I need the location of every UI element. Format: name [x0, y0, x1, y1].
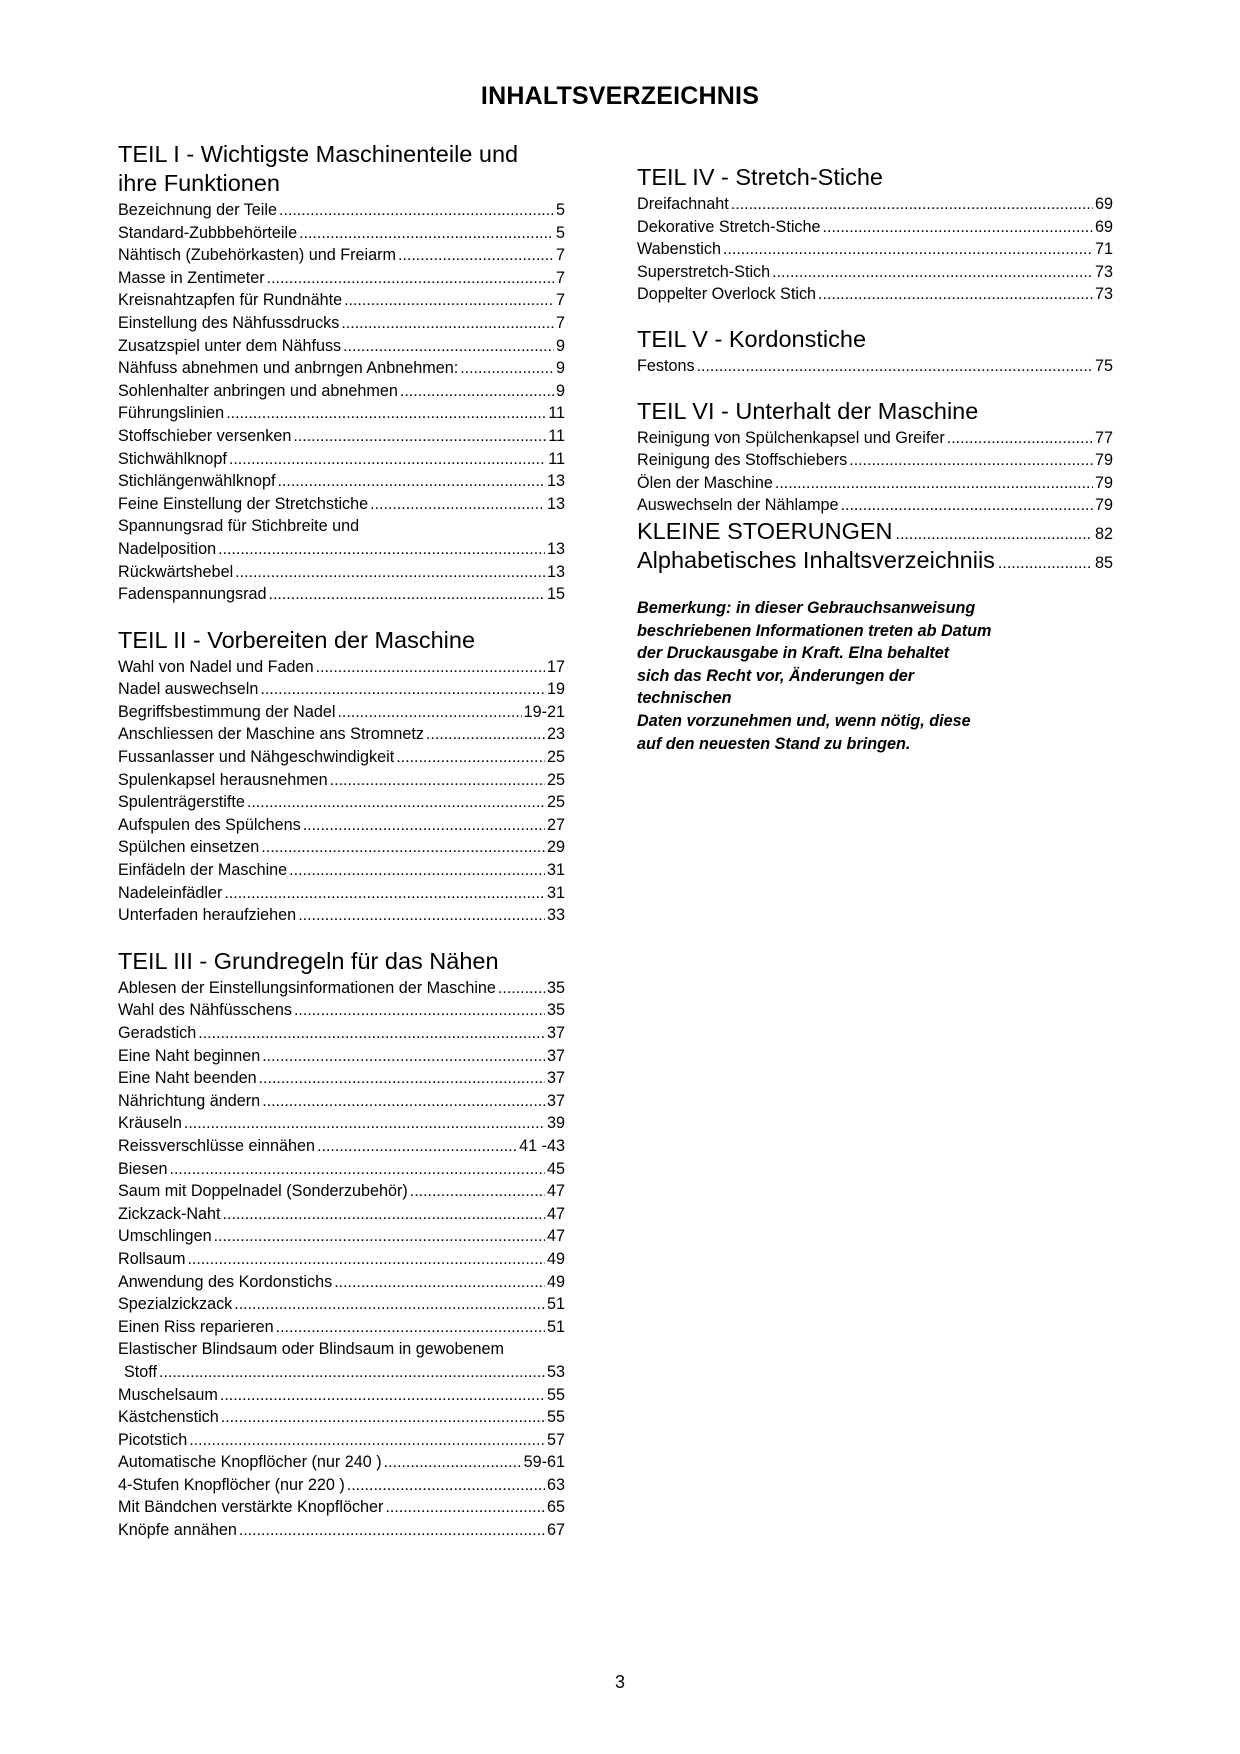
dot-leader [723, 239, 1093, 262]
dot-leader [198, 1023, 545, 1046]
toc-entry [118, 656, 565, 679]
toc-entry [118, 1474, 565, 1497]
section-heading-teil-2: TEIL II - Vorbereiten der Maschine [118, 626, 476, 653]
toc-entry-page: 47 [546, 1227, 565, 1246]
dot-leader [298, 905, 545, 928]
toc-right-column [637, 163, 1113, 755]
toc-entry [637, 193, 1113, 216]
toc-entry [118, 701, 565, 724]
entry-list [637, 427, 1113, 517]
toc-entry-title: Wahl des Nähfüsschens [118, 1001, 292, 1020]
toc-entry-page: 35 [546, 978, 565, 997]
toc-entry-page: 35 [546, 1001, 565, 1020]
dot-leader [396, 747, 545, 770]
toc-entry [637, 216, 1113, 239]
toc-entry [118, 1496, 565, 1519]
toc-entry-page: 17 [546, 657, 565, 676]
toc-entry-page: 25 [546, 793, 565, 812]
toc-entry [118, 1429, 565, 1452]
dot-leader [731, 194, 1093, 217]
section-heading-line: ihre Funktionen [118, 170, 280, 196]
toc-entry-page: 53 [546, 1362, 565, 1381]
toc-entry [637, 449, 1113, 472]
remark-line: Bemerkung: in dieser Gebrauchsanweisung [637, 598, 976, 617]
toc-entry [118, 425, 565, 448]
toc-entry-page: 55 [546, 1408, 565, 1427]
dot-leader [279, 200, 554, 223]
toc-entry [118, 904, 565, 927]
toc-entry-title: Spezialzickzack [118, 1295, 233, 1314]
section-teil-4 [637, 163, 1113, 306]
section-teil-3 [118, 947, 565, 1542]
entry-list [118, 1384, 565, 1542]
toc-entry-page: 13 [546, 562, 565, 581]
toc-entry [118, 1067, 565, 1090]
toc-entry [118, 222, 565, 245]
toc-entry-title: Rückwärtshebel [118, 562, 234, 581]
toc-entry [118, 1451, 565, 1474]
toc-entry-title: Geradstich [118, 1024, 197, 1042]
toc-entry-title: Doppelter Overlock Stich [637, 285, 817, 304]
toc-entry-page: 11 [548, 426, 565, 445]
toc-entry [637, 494, 1113, 517]
dot-leader [267, 268, 554, 291]
toc-entry-title: 4-Stufen Knopflöcher (nur 220 ) [118, 1475, 345, 1494]
section-heading-teil-1 [118, 140, 565, 198]
dot-leader [299, 223, 554, 246]
dot-leader [841, 495, 1093, 518]
toc-entry-page: 85 [1094, 553, 1113, 572]
dot-leader [187, 1249, 545, 1272]
dot-leader [460, 358, 554, 381]
toc-entry-title: Ölen der Maschine [637, 473, 773, 492]
entry-list [118, 561, 565, 606]
section-heading-teil-4: TEIL IV - Stretch-Stiche [637, 164, 883, 190]
toc-entry [118, 1316, 565, 1339]
toc-entry-page: 5 [555, 223, 565, 242]
toc-entry-title: Einstellung des Nähfussdrucks [118, 313, 340, 332]
toc-entry-title: Zickzack-Naht [118, 1204, 221, 1223]
dot-leader [343, 336, 554, 359]
dot-leader [426, 724, 545, 747]
toc-entry-page: 7 [555, 268, 565, 287]
toc-left-column [118, 140, 565, 1542]
toc-entry-title: Zusatzspiel unter dem Nähfuss [118, 336, 342, 355]
entry-list [637, 355, 1113, 378]
toc-entry-title: Spannungsrad für Stichbreite und [118, 517, 360, 536]
entry-list [637, 193, 1113, 306]
toc-entry [118, 999, 565, 1022]
toc-entry-title: Reinigung von Spülchenkapsel und Greifer [637, 428, 945, 447]
dot-leader [234, 1294, 545, 1317]
toc-entry-title: Alphabetisches Inhaltsverzeichniis [637, 546, 995, 573]
dot-leader [775, 473, 1093, 496]
toc-entry [118, 583, 565, 606]
toc-entry-title: Einfädeln der Maschine [118, 861, 288, 880]
dot-leader [262, 1091, 545, 1114]
dot-leader [226, 403, 546, 426]
toc-entry-title: Nadel auswechseln [118, 680, 259, 699]
toc-entry-title: Nähfuss abnehmen und anbrngen Anbnehmen: [118, 359, 459, 378]
toc-entry-page: 55 [546, 1385, 565, 1404]
toc-entry-page: 25 [546, 770, 565, 789]
dot-leader [247, 792, 545, 815]
dot-leader [218, 539, 545, 562]
toc-entry-page: 31 [546, 883, 565, 902]
dot-leader [337, 702, 521, 725]
dot-leader [276, 1317, 545, 1340]
toc-entry [118, 1248, 565, 1271]
dot-leader [316, 657, 545, 680]
toc-entry [118, 678, 565, 701]
dot-leader [170, 1159, 545, 1182]
dot-leader [347, 1475, 545, 1498]
toc-entry-page: 71 [1094, 240, 1113, 259]
dot-leader [235, 562, 545, 585]
toc-entry-page: 37 [546, 1091, 565, 1110]
toc-entry [118, 1338, 565, 1383]
remark-line: der Druckausgabe in Kraft. Elna behaltet [637, 644, 950, 663]
dot-leader [259, 1068, 545, 1091]
toc-entry-title: Nährichtung ändern [118, 1091, 261, 1110]
toc-entry-page: 9 [555, 381, 565, 400]
toc-entry-title: Spulenkapsel herausnehmen [118, 770, 328, 789]
toc-entry-title: Anwendung des Kordonstichs [118, 1272, 333, 1291]
dot-leader [294, 1000, 545, 1023]
toc-entry [118, 1406, 565, 1429]
dot-leader [398, 245, 554, 268]
toc-entry-page: 33 [546, 906, 565, 925]
toc-entry [637, 472, 1113, 495]
toc-entry-title: Einen Riss reparieren [118, 1317, 274, 1336]
toc-entry [118, 769, 565, 792]
toc-entry-title: Führungslinien [118, 404, 225, 423]
toc-entry-alphabetisches-verzeichnis [637, 546, 1113, 575]
toc-entry [118, 1158, 565, 1181]
dot-leader [289, 860, 545, 883]
toc-entry [118, 882, 565, 905]
dot-leader [384, 1452, 522, 1475]
toc-entry-title: Muschelsaum [118, 1385, 218, 1404]
toc-entry-kleine-stoerungen [637, 517, 1113, 546]
toc-entry [118, 493, 565, 516]
toc-entry-title: Festons [637, 356, 695, 375]
toc-entry-page: 79 [1094, 451, 1113, 470]
section-teil-6 [637, 397, 1113, 517]
toc-entry-page: 49 [546, 1272, 565, 1291]
toc-entry [118, 1112, 565, 1135]
toc-entry-title: Eine Naht beenden [118, 1069, 257, 1088]
toc-entry [118, 1090, 565, 1113]
toc-entry-title: Dekorative Stretch-Stiche [637, 217, 821, 236]
toc-entry [118, 977, 565, 1000]
toc-entry-title: Fadenspannungsrad [118, 585, 267, 604]
toc-entry-page: 73 [1094, 285, 1113, 304]
toc-entry [118, 357, 565, 380]
entry-list [118, 656, 565, 927]
page-number: 3 [614, 1672, 625, 1692]
dot-leader [385, 1497, 545, 1520]
dot-leader [998, 549, 1092, 578]
toc-entry-title: Aufspulen des Spülchens [118, 815, 301, 834]
dot-leader [184, 1113, 545, 1136]
remark-line: auf den neuesten Stand zu bringen. [637, 734, 911, 753]
toc-entry-page: 19-21 [523, 702, 565, 721]
toc-entry-title: Superstretch-Stich [637, 262, 771, 281]
toc-entry-title: Eine Naht beginnen [118, 1046, 261, 1065]
toc-entry-page: 57 [546, 1430, 565, 1449]
toc-entry-title: Sohlenhalter anbringen und abnehmen [118, 381, 398, 400]
toc-entry-title: Wahl von Nadel und Faden [118, 657, 314, 676]
toc-entry-page: 29 [546, 838, 565, 857]
toc-entry [118, 561, 565, 584]
toc-entry [118, 470, 565, 493]
dot-leader [823, 217, 1093, 240]
toc-entry-page: 59-61 [523, 1453, 565, 1472]
toc-entry-page: 11 [548, 404, 565, 423]
dot-leader [303, 815, 545, 838]
toc-entry [637, 427, 1113, 450]
dot-leader [224, 883, 545, 906]
toc-entry [118, 1180, 565, 1203]
toc-entry-title: Biesen [118, 1159, 168, 1178]
toc-entry [118, 335, 565, 358]
toc-entry [118, 1384, 565, 1407]
remark-line: sich das Recht vor, Änderungen der [637, 666, 915, 685]
toc-entry-page: 79 [1094, 496, 1113, 515]
toc-entry-title: Reinigung des Stoffschiebers [637, 451, 848, 470]
toc-entry-page: 73 [1094, 262, 1113, 281]
toc-entry-title: Dreifachnaht [637, 195, 729, 213]
dot-leader [341, 313, 554, 336]
toc-entry-title: Begriffsbestimmung der Nadel [118, 702, 336, 721]
toc-entry-page: 69 [1094, 195, 1113, 213]
toc-entry [118, 1203, 565, 1226]
section-teil-5 [637, 325, 1113, 378]
toc-entry-title: Umschlingen [118, 1227, 212, 1246]
toc-entry-title: Auswechseln der Nählampe [637, 496, 839, 515]
dot-leader [370, 494, 545, 517]
dot-leader [344, 290, 554, 313]
toc-entry [118, 1271, 565, 1294]
toc-entry-page: 25 [546, 748, 565, 767]
toc-entry-page: 37 [546, 1069, 565, 1088]
dot-leader [214, 1226, 545, 1249]
toc-entry-title: Spulenträgerstifte [118, 793, 245, 812]
dot-leader [189, 1430, 545, 1453]
section-heading-teil-6: TEIL VI - Unterhalt der Maschine [637, 397, 979, 424]
toc-entry-page: 65 [546, 1498, 565, 1517]
toc-entry-title: Fussanlasser und Nähgeschwindigkeit [118, 748, 395, 767]
dot-leader [229, 449, 546, 472]
toc-entry-title: Stichwählknopf [118, 449, 227, 468]
toc-entry-page: 69 [1094, 217, 1113, 236]
toc-entry [118, 814, 565, 837]
dot-leader [278, 471, 545, 494]
toc-entry [118, 312, 565, 335]
dot-leader [334, 1272, 545, 1295]
toc-entry-page: 5 [555, 201, 565, 219]
toc-entry [118, 244, 565, 267]
toc-entry-page: 47 [546, 1182, 565, 1201]
toc-entry-title: Masse in Zentimeter [118, 268, 265, 287]
toc-entry-title: Stichlängenwählknopf [118, 472, 276, 491]
toc-entry-page: 7 [555, 313, 565, 332]
dot-leader [498, 978, 545, 1001]
remark-line: Daten vorzunehmen und, wenn nötig, diese [637, 711, 971, 730]
toc-entry-page: 45 [546, 1159, 565, 1178]
toc-entry-page: 13 [546, 539, 565, 558]
dot-leader [410, 1181, 545, 1204]
toc-entry [118, 1045, 565, 1068]
toc-entry-title: Stoff [124, 1362, 157, 1381]
toc-entry-title: Knöpfe annähen [118, 1521, 237, 1540]
dot-leader [262, 1046, 545, 1069]
toc-entry [118, 723, 565, 746]
dot-leader [159, 1362, 545, 1385]
toc-entry-page: 67 [546, 1521, 565, 1540]
toc-entry-page: 7 [555, 246, 565, 265]
toc-entry [118, 1135, 565, 1158]
toc-entry [118, 289, 565, 312]
toc-entry [118, 402, 565, 425]
toc-entry-page: 23 [546, 725, 565, 744]
toc-entry-title: Kreisnahtzapfen für Rundnähte [118, 291, 343, 310]
toc-entry-title: Automatische Knopflöcher (nur 240 ) [118, 1453, 382, 1472]
entry-list [118, 199, 565, 515]
section-heading-teil-3: TEIL III - Grundregeln für das Nähen [118, 947, 499, 974]
toc-entry-page: 77 [1094, 428, 1113, 447]
toc-entry [118, 267, 565, 290]
toc-entry-page: 7 [555, 291, 565, 310]
toc-entry-page: 13 [546, 472, 565, 491]
toc-entry-page: 51 [546, 1317, 565, 1336]
dot-leader [818, 284, 1093, 307]
dot-leader [220, 1385, 545, 1408]
dot-leader [772, 262, 1093, 285]
toc-entry [118, 791, 565, 814]
remark-line: beschriebenen Informationen treten ab Datum [637, 621, 992, 640]
toc-entry-page: 75 [1094, 356, 1113, 375]
toc-entry [118, 836, 565, 859]
toc-entry [637, 283, 1113, 306]
toc-entry-title: Ablesen der Einstellungsinformationen der Maschine [118, 978, 496, 997]
dot-leader [239, 1520, 545, 1543]
toc-entry-title: Saum mit Doppelnadel (Sonderzubehör) [118, 1182, 408, 1201]
toc-entry-title: Nadeleinfädler [118, 883, 223, 902]
toc-entry-page: 11 [548, 449, 565, 468]
toc-entry-title: Standard-Zubbbehörteile [118, 223, 298, 242]
dot-leader [400, 381, 554, 404]
toc-entry-title: KLEINE STOERUNGEN [637, 517, 893, 544]
toc-entry [118, 1022, 565, 1045]
toc-entry-page: 47 [546, 1204, 565, 1223]
entry-list [118, 977, 565, 1339]
toc-entry-page: 9 [555, 336, 565, 355]
page-title: INHALTSVERZEICHNIS [480, 82, 760, 110]
dot-leader [293, 426, 546, 449]
toc-entry-page: 19 [546, 680, 565, 699]
toc-entry [118, 1225, 565, 1248]
toc-entry-title: Unterfaden heraufziehen [118, 906, 297, 925]
toc-entry [637, 355, 1113, 378]
section-heading-teil-5: TEIL V - Kordonstiche [637, 325, 867, 352]
toc-entry-page: 82 [1094, 524, 1113, 543]
remark-line: technischen [637, 689, 732, 708]
toc-entry-title: Feine Einstellung der Stretchstiche [118, 494, 369, 513]
toc-entry [118, 199, 565, 222]
toc-entry-page: 51 [546, 1295, 565, 1314]
toc-entry [118, 448, 565, 471]
dot-leader [896, 520, 1092, 549]
toc-entry-page: 49 [546, 1249, 565, 1268]
toc-entry-title: Kräuseln [118, 1114, 182, 1133]
toc-entry-title: Nähtisch (Zubehörkasten) und Freiarm [118, 246, 397, 265]
toc-entry-page: 31 [546, 861, 565, 880]
dot-leader [849, 450, 1093, 473]
toc-entry-title: Elastischer Blindsaum oder Blindsaum in gewobenem [118, 1340, 505, 1359]
toc-entry-title: Kästchenstich [118, 1408, 219, 1427]
toc-entry-title: Spülchen einsetzen [118, 838, 260, 857]
toc-entry-title: Wabenstich [637, 240, 721, 259]
dot-leader [261, 837, 545, 860]
toc-entry-page: 39 [546, 1114, 565, 1133]
dot-leader [260, 679, 545, 702]
toc-entry-page: 41 -43 [519, 1136, 565, 1155]
toc-entry-title: Picotstich [118, 1430, 188, 1449]
section-teil-1 [118, 140, 565, 606]
dot-leader [697, 356, 1093, 379]
toc-entry-title: Anschliessen der Maschine ans Stromnetz [118, 725, 424, 744]
toc-entry-page: 63 [546, 1475, 565, 1494]
toc-entry-page: 79 [1094, 473, 1113, 492]
dot-leader [317, 1136, 517, 1159]
dot-leader [223, 1204, 545, 1227]
toc-entry [637, 238, 1113, 261]
toc-entry [118, 1519, 565, 1542]
toc-entry-page: 9 [555, 359, 565, 378]
toc-entry-page: 27 [546, 815, 565, 834]
section-teil-2 [118, 626, 565, 927]
toc-entry [118, 746, 565, 769]
toc-entry-title: Mit Bändchen verstärkte Knopflöcher [118, 1498, 384, 1517]
dot-leader [330, 770, 545, 793]
toc-entry [118, 1293, 565, 1316]
toc-entry-title: Bezeichnung der Teile [118, 201, 277, 219]
toc-entry-title: Rollsaum [118, 1249, 186, 1268]
dot-leader [947, 428, 1093, 451]
section-heading-line: TEIL I - Wichtigste Maschinenteile und [118, 141, 519, 167]
toc-entry [118, 859, 565, 882]
toc-entry-page: 37 [546, 1024, 565, 1042]
toc-entry-title: Reissverschlüsse einnähen [118, 1136, 316, 1155]
toc-entry [118, 380, 565, 403]
toc-entry-title: Nadelposition [118, 539, 217, 558]
remark-note [637, 597, 1113, 755]
toc-entry [637, 261, 1113, 284]
toc-entry [118, 515, 565, 560]
dot-leader [221, 1407, 545, 1430]
toc-entry-page: 37 [546, 1046, 565, 1065]
toc-entry-title: Stoffschieber versenken [118, 426, 292, 445]
toc-entry-page: 13 [546, 494, 565, 513]
toc-entry-page: 15 [546, 585, 565, 604]
dot-leader [269, 584, 545, 607]
